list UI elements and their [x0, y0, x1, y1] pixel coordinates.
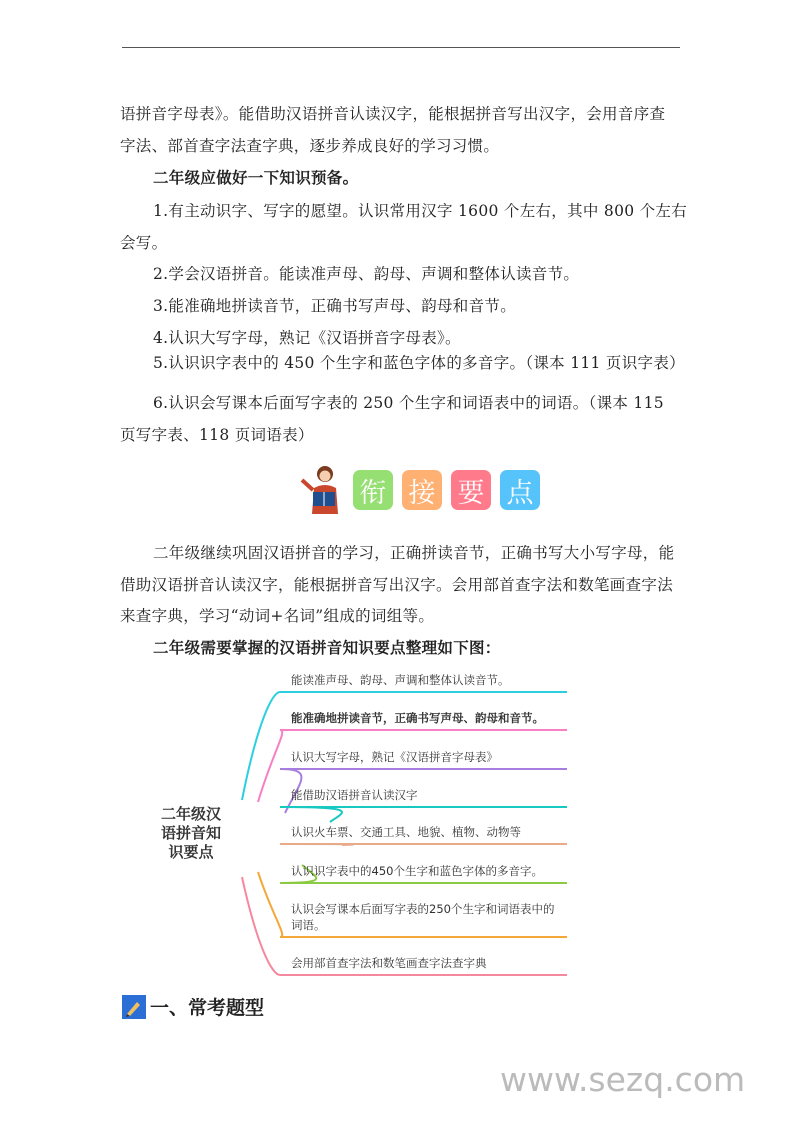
watermark: www.sezq.com	[500, 1060, 746, 1099]
list-item: 2.学会汉语拼音。能读准声母、韵母、声调和整体认读音节。	[153, 265, 580, 283]
header-rule	[122, 47, 680, 48]
section-banner	[298, 462, 540, 518]
badge: 接	[402, 470, 442, 510]
mindmap-branch-label: 认识火车票、交通工具、地貌、植物、动物等	[291, 825, 521, 839]
text-line: 来查字典，学习“动词+名词”组成的词组等。	[120, 607, 435, 625]
list-item: 4.认识大写字母，熟记《汉语拼音字母表》。	[153, 329, 461, 347]
list-item: 6.认识会写课本后面写字表的 250 个生字和词语表中的词语。（课本 115	[153, 394, 664, 412]
mindmap-branch	[280, 844, 567, 845]
text-line: 二年级继续巩固汉语拼音的学习，正确拼读音节，正确书写大小写字母，能	[153, 544, 675, 562]
list-item: 3.能准确地拼读音节，正确书写声母、韵母和音节。	[153, 297, 516, 315]
mindmap-branch-label: 能准确地拼读音节，正确书写声母、韵母和音节。	[291, 711, 544, 725]
badge: 点	[500, 470, 540, 510]
mindmap-branch-label: 认识会写课本后面写字表的250个生字和词语表中的词语。	[291, 902, 555, 932]
text-line: 语拼音字母表》。能借助汉语拼音认读汉字，能根据拼音写出汉字，会用音序查	[120, 105, 666, 123]
mindmap-branch-label: 能读准声母、韵母、声调和整体认读音节。	[291, 673, 510, 687]
subheading: 二年级需要掌握的汉语拼音知识要点整理如下图：	[153, 638, 501, 657]
list-item: 5.认识识字表中的 450 个生字和蓝色字体的多音字。（课本 111 页识字表）	[153, 354, 685, 372]
pen-icon	[122, 995, 146, 1019]
mindmap-branch	[242, 692, 567, 800]
badge: 衔	[353, 470, 393, 510]
mindmap-branch-label: 能借助汉语拼音认读汉字	[291, 788, 418, 802]
text-line: 字法、部首查字法查字典，逐步养成良好的学习习惯。	[120, 137, 500, 155]
section-heading	[122, 993, 264, 1020]
teacher-reading-icon	[298, 462, 344, 518]
list-item: 1.有主动识字、写字的愿望。认识常用汉字 1600 个左右，其中 800 个左右	[153, 202, 688, 220]
mindmap-branch-label: 认识大写字母，熟记《汉语拼音字母表》	[291, 750, 498, 764]
mindmap-branch	[280, 807, 567, 822]
subheading: 二年级应做好一下知识预备。	[153, 168, 359, 187]
text-line: 会写。	[120, 234, 168, 252]
mindmap-center: 二年级汉语拼音知识要点	[160, 805, 221, 861]
mindmap-branch-label: 会用部首查字法和数笔画查字法查字典	[291, 956, 487, 970]
text-line: 借助汉语拼音认读汉字，能根据拼音写出汉字。会用部首查字法和数笔画查字法	[120, 576, 674, 594]
text-line: 页写字表、118 页词语表）	[120, 426, 314, 444]
section-title: 一、常考题型	[150, 997, 265, 1019]
badge: 要	[451, 470, 491, 510]
mindmap-branch-label: 认识识字表中的450个生字和蓝色字体的多音字。	[291, 864, 543, 878]
